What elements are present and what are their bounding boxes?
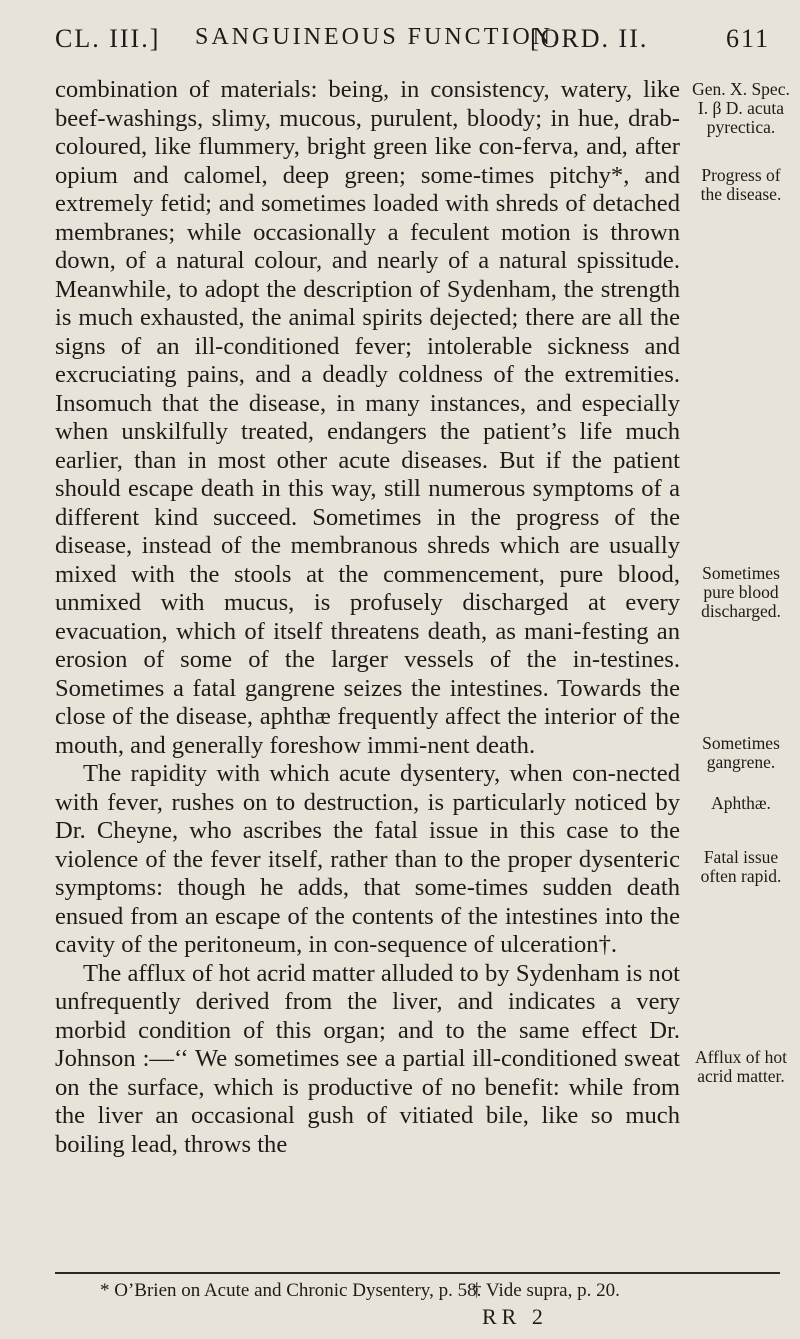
margin-note-pure-blood: Sometimes pure blood discharged. — [701, 563, 781, 621]
footnote-rule — [55, 1272, 780, 1274]
order-marker: [ORD. II. — [530, 24, 649, 53]
paragraph-1: combination of materials: being, in consistency, watery, like beef-washings, slimy, mucous, purulent, bloody; in hue, drab-coloured, like flummery, bright green like con-ferva, and, after opium and calomel, deep green; some-times pitchy*, and extremely fetid; and sometimes loaded with shreds of detached membranes; while occasionally a feculent motion is thrown down, of a natural colour, and nearly of a natural spissitude. Meanwhile, to adopt the description of Sydenham, the strength is much exhausted, the animal spirits dejected; there are all the signs of an ill-conditioned fever; intolerable sickness and excruciating pains, and a deadly coldness of the extremities. Insomuch that the disease, in many instances, and especially when unskilfully treated, endangers the patient’s life much earlier, than in most other acute diseases. But if the patient should escape death in this way, still numerous symptoms of a different kind succeed. Sometimes in the progress of the disease, instead of the membranous shreds which are usually mixed with the stools at the commencement, pure blood, unmixed with mucus, is profusely discharged at every evacuation, which of itself threatens death, as mani-festing an erosion of some of the larger vessels of the in-testines. Sometimes a fatal gangrene seizes the intestines. Towards the close of the disease, aphthæ frequently affect the interior of the mouth, and generally foreshow immi-nent death. — [55, 76, 680, 759]
running-header — [55, 24, 770, 60]
margin-note-progress: Progress of the disease. — [700, 165, 782, 204]
margin-note-afflux: Afflux of hot acrid matter. — [694, 1047, 788, 1086]
margin-note-aphthae: Aphthæ. — [711, 793, 771, 813]
footnote-1: * O’Brien on Acute and Chronic Dysentery, p. 58. — [100, 1280, 482, 1301]
page-number: 611 — [725, 24, 770, 53]
paragraph-3: The afflux of hot acrid matter alluded to by Sydenham is not unfrequently derived from the liver, and indicates a very morbid condition of this organ; and to the same effect Dr. Johnson :—‘‘ We sometimes see a partial ill-conditioned sweat on the surface, which is productive of no benefit: while from the liver an occasional gush of vitiated bile, like so much boiling lead, throws the — [55, 959, 680, 1158]
footnotes — [100, 1280, 760, 1308]
chapter-marker: CL. III.] — [55, 24, 161, 53]
margin-note-genus: Gen. X. Spec. I. β D. acuta pyrectica. — [692, 79, 790, 137]
footnote-2: † Vide supra, p. 20. — [472, 1280, 620, 1301]
margin-note-fatal-issue: Fatal issue often rapid. — [700, 847, 782, 886]
signature-mark: RR 2 — [482, 1304, 548, 1329]
body-text — [55, 76, 680, 1159]
running-title: SANGUINEOUS FUNCTION. — [195, 24, 563, 50]
margin-note-gangrene: Sometimes gangrene. — [702, 733, 780, 772]
paragraph-2: The rapidity with which acute dysentery, when con-nected with fever, rushes on to destruction, is particularly noticed by Dr. Cheyne, who ascribes the fatal issue in this case to the violence of the fever itself, rather than to the proper dysenteric symptoms: though he adds, that some-times sudden death ensued from an escape of the contents of the intestines into the cavity of the peritoneum, in con-sequence of ulceration†. — [55, 760, 680, 958]
